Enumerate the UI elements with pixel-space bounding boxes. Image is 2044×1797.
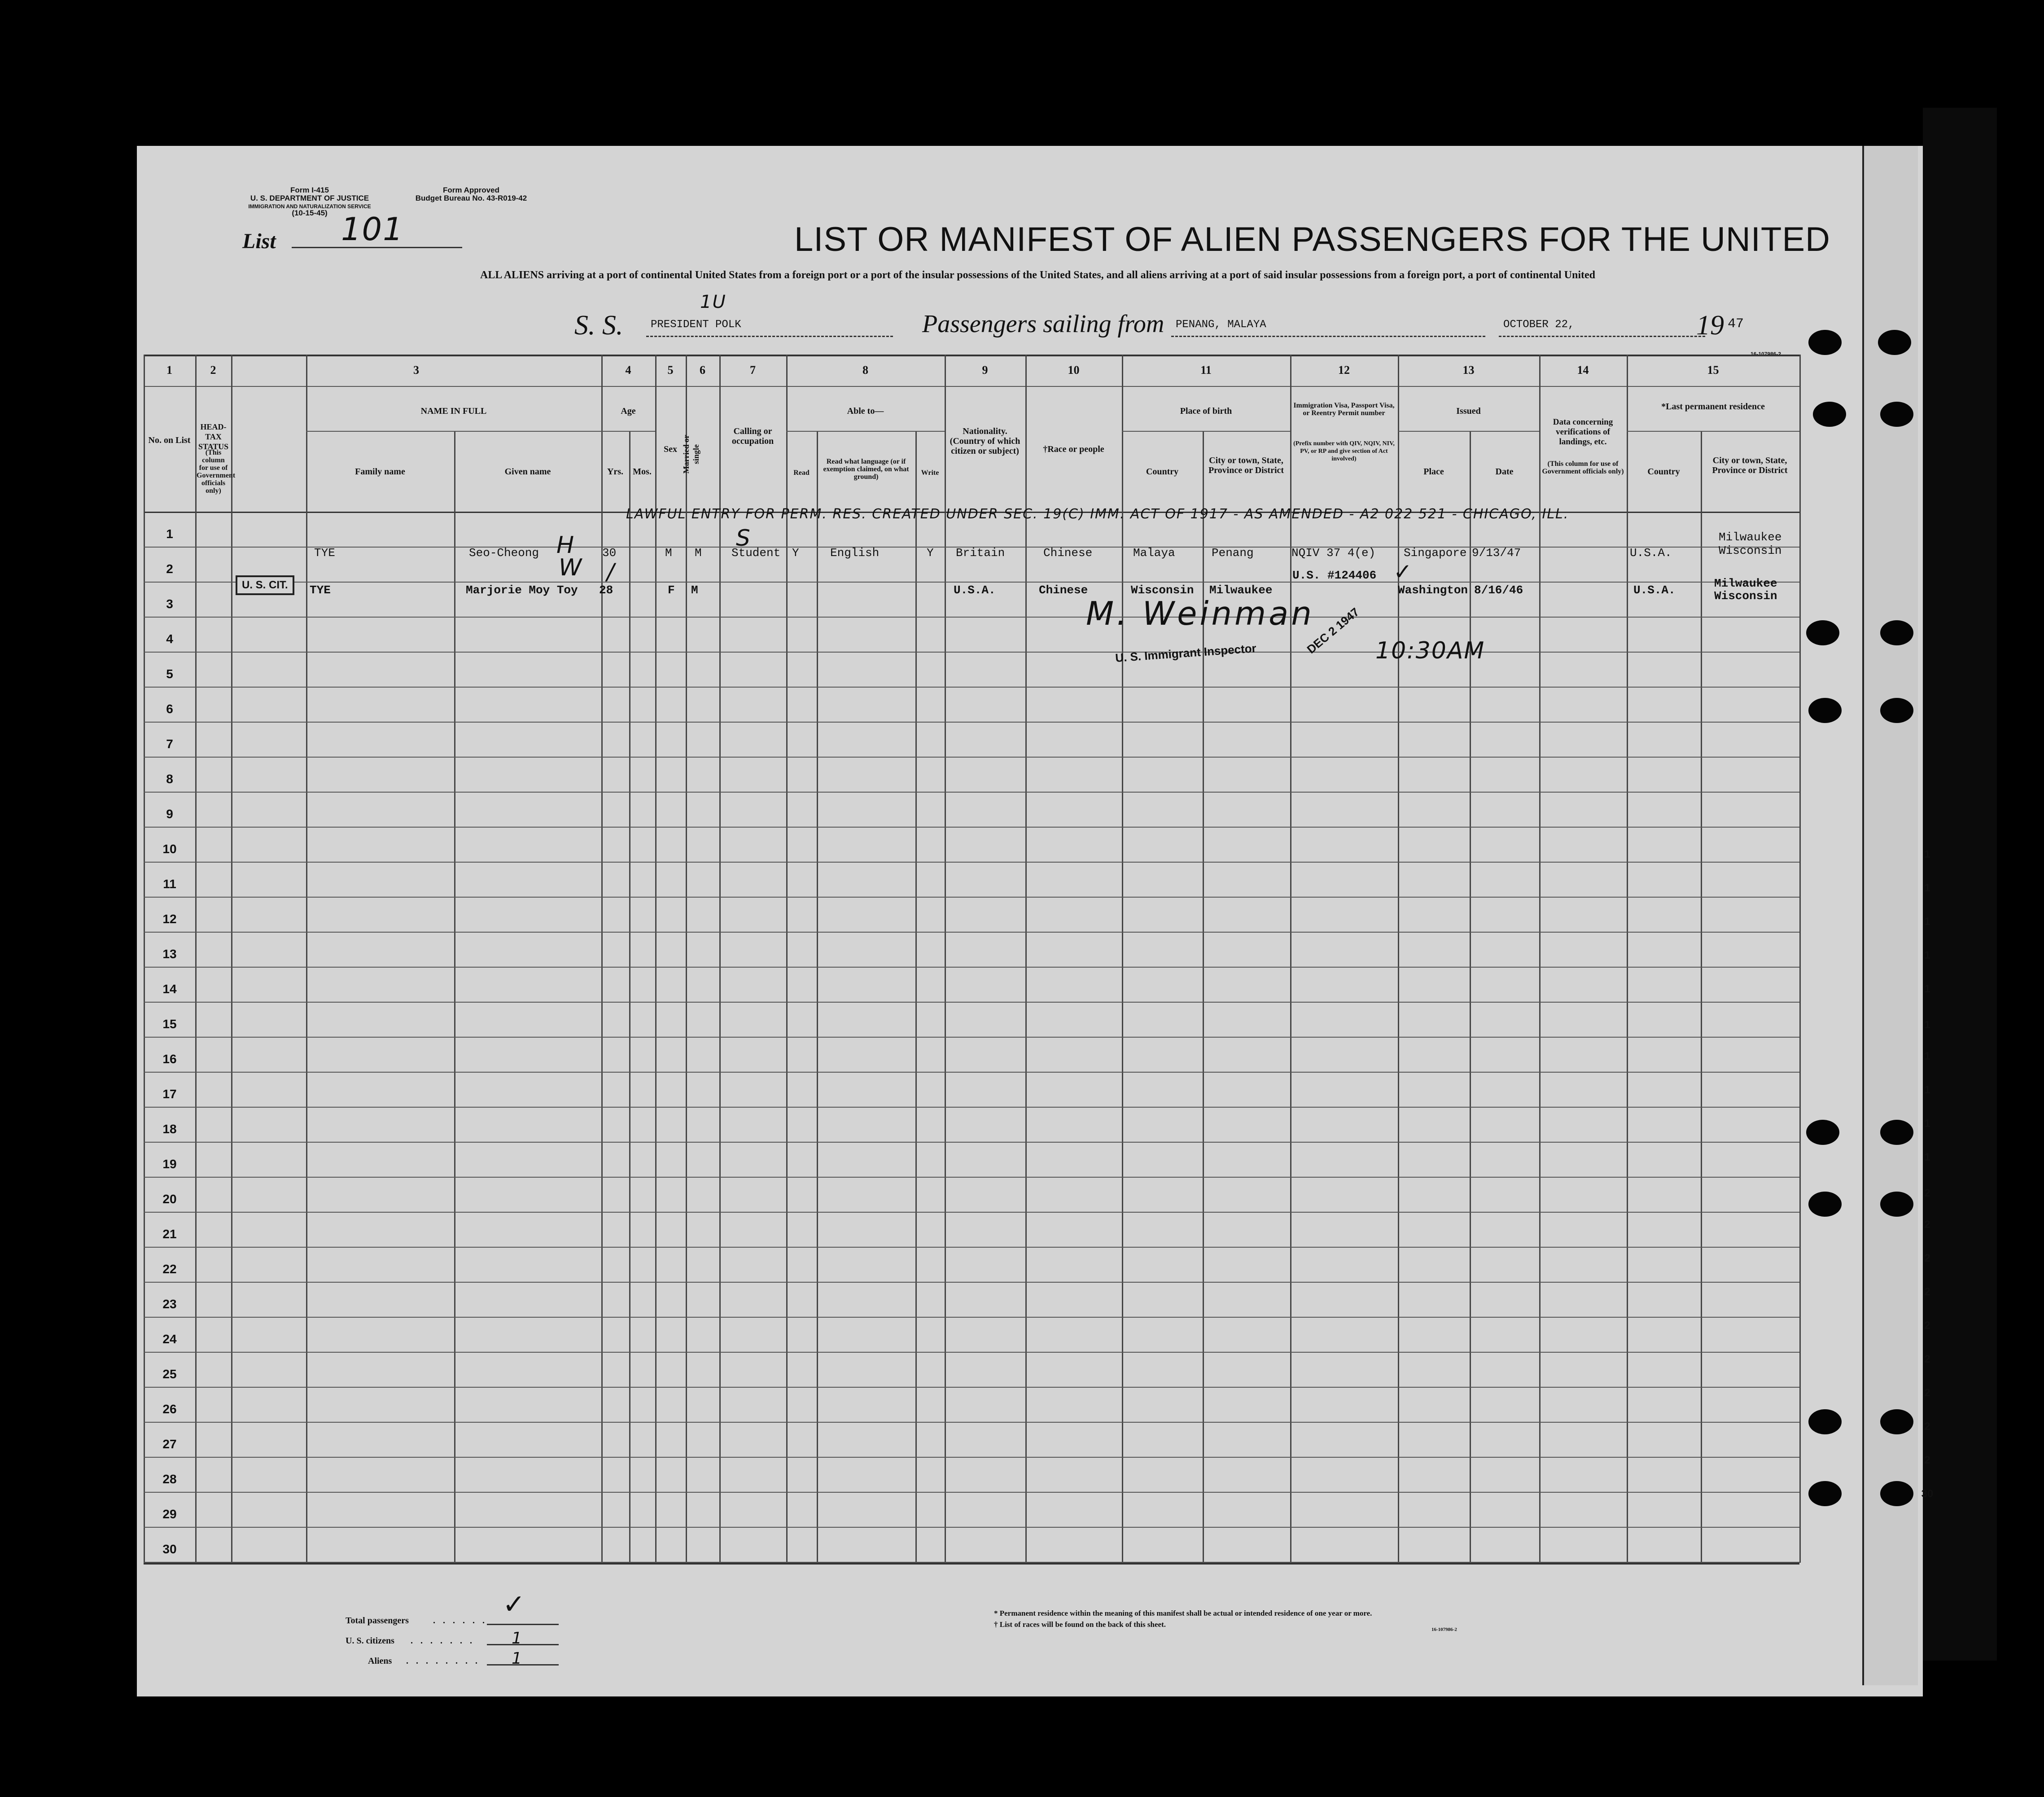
given-name-1: Seo-Cheong <box>469 546 539 560</box>
row-number: 11 <box>163 877 176 891</box>
form-department: U. S. DEPARTMENT OF JUSTICE <box>250 194 369 202</box>
res-subheader-border <box>1627 431 1799 432</box>
punch-hole <box>1880 1120 1913 1145</box>
list-label: List <box>242 229 276 253</box>
row-line <box>144 792 1799 793</box>
birth-city-header: City or town, State, Province or District <box>1208 456 1284 475</box>
age-years-1: 30 <box>602 546 617 560</box>
punch-hole <box>1880 1481 1913 1506</box>
row-number: 15 <box>162 1017 177 1031</box>
able-to-header: Able to— <box>847 406 884 416</box>
column-number: 3 <box>413 364 419 377</box>
visa-note: (Prefix number with QIV, NQIV, NIV, PV, or RP and give section of Act involved) <box>1293 440 1395 462</box>
row-number: 4 <box>166 632 173 646</box>
nationality-header: Nationality. (Country of which citizen or subject) <box>950 426 1020 456</box>
edge-row-number: 2 <box>1924 1454 1930 1466</box>
row-number: 23 <box>162 1297 177 1311</box>
residence-state-1: Wisconsin <box>1719 544 1782 557</box>
row-number: 3 <box>166 597 173 611</box>
row-line <box>144 932 1799 933</box>
col-border <box>1025 355 1027 1563</box>
column-number: 9 <box>982 364 988 377</box>
family-name-header: Family name <box>355 467 405 477</box>
column-number: 12 <box>1338 364 1350 377</box>
dot-leader: . . . . . . . <box>411 1636 475 1646</box>
birth-country-2: Wisconsin <box>1131 583 1194 597</box>
nationality-2: U.S.A. <box>954 583 996 597</box>
row-line <box>144 687 1799 688</box>
race-header: †Race or people <box>1043 444 1104 454</box>
punch-hole <box>1808 1409 1842 1434</box>
edge-row-number: 2 <box>1924 1187 1930 1199</box>
inspector-title: U. S. Immigrant Inspector <box>1115 641 1257 665</box>
manifest-subtitle: ALL ALIENS arriving at a port of continental United States from a foreign port or a port of the insular possessions of the United States, and all aliens arriving at a port of said insular possessions from a foreign port, a port of continental United <box>480 269 1595 281</box>
col-border <box>454 431 455 1563</box>
row-number: 17 <box>162 1087 177 1101</box>
row-number: 16 <box>162 1052 177 1066</box>
last-residence-header: *Last permanent residence <box>1661 402 1765 412</box>
row-number: 14 <box>162 982 177 996</box>
race-1: Chinese <box>1043 546 1093 560</box>
ship-annotation: 1U <box>700 292 727 312</box>
residence-state-2: Wisconsin <box>1714 589 1777 603</box>
footnote-residence: * Permanent residence within the meaning of this manifest shall be actual or intended residence of one year or more. <box>994 1609 1372 1617</box>
col-border <box>195 355 197 1563</box>
write-header: Write <box>921 469 939 477</box>
residence-country-header: Country <box>1647 467 1680 477</box>
issued-date-header: Date <box>1495 467 1514 477</box>
given-name-header: Given name <box>504 467 551 477</box>
col-border <box>786 355 788 1563</box>
residence-city-1: Milwaukee <box>1719 530 1782 544</box>
next-page-edge <box>1862 146 1918 1685</box>
row-number: 18 <box>162 1122 177 1136</box>
col-border <box>655 355 657 1563</box>
punch-hole <box>1880 402 1913 427</box>
row-number: 25 <box>162 1367 177 1381</box>
name-subheader-border <box>306 431 601 432</box>
row-number: 21 <box>162 1227 177 1241</box>
punch-hole <box>1808 1481 1842 1506</box>
sex-2: F <box>668 583 675 597</box>
row-line <box>144 1492 1799 1493</box>
col-border <box>817 431 818 1563</box>
row-line <box>144 897 1799 898</box>
col-border <box>1122 355 1123 1563</box>
place-of-birth-header: Place of birth <box>1180 406 1232 416</box>
head-tax-header: HEAD-TAX STATUS <box>198 422 229 451</box>
top-form-code: 16-107986-2 <box>1750 351 1781 357</box>
marital-status-1: M <box>695 546 702 560</box>
col-border <box>601 355 603 1563</box>
col-border <box>1470 431 1471 1563</box>
row-line <box>144 1002 1799 1003</box>
col-border <box>945 355 946 1563</box>
edge-row-number: 1 <box>1924 882 1930 894</box>
given-name-2: Marjorie Moy Toy <box>466 583 578 597</box>
col-border <box>719 355 721 1563</box>
column-number: 11 <box>1200 364 1212 377</box>
col-border <box>1539 355 1541 1563</box>
dot-leader: . . . . . . . . <box>406 1656 480 1666</box>
edge-row-number: 2 <box>1924 1286 1930 1298</box>
punch-hole <box>1808 698 1842 723</box>
family-name-1: TYE <box>314 546 335 560</box>
column-number: 2 <box>210 364 216 377</box>
punch-hole <box>1880 698 1913 723</box>
edge-row-number: 1 <box>1924 1151 1930 1163</box>
column-number: 13 <box>1462 364 1475 377</box>
occupation-header: Calling or occupation <box>731 426 774 446</box>
residence-city-2: Milwaukee <box>1714 577 1777 590</box>
issued-place-1: Singapore <box>1404 546 1467 560</box>
read-header: Read <box>793 469 810 477</box>
col-border <box>629 431 630 1563</box>
relation-mark-1: H <box>556 532 575 559</box>
years-header: Yrs. <box>607 467 624 477</box>
birth-country-header: Country <box>1146 467 1179 477</box>
residence-country-2: U.S.A. <box>1633 583 1676 597</box>
form-service: IMMIGRATION AND NATURALIZATION SERVICE <box>248 203 371 210</box>
row-line <box>144 722 1799 723</box>
age-years-2: 28 <box>599 583 613 597</box>
birth-subheader-border <box>1122 431 1290 432</box>
visa-header: Immigration Visa, Passport Visa, or Reentry Permit number <box>1293 402 1395 417</box>
punch-hole <box>1878 330 1911 355</box>
punch-hole <box>1806 1120 1839 1145</box>
manifest-table <box>144 355 1799 1566</box>
row-line <box>144 827 1799 828</box>
row-line <box>144 1142 1799 1143</box>
visa-2: U.S. #124406 <box>1292 569 1377 582</box>
us-citizens-label: U. S. citizens <box>346 1636 394 1646</box>
nationality-1: Britain <box>956 546 1005 560</box>
total-line <box>487 1624 559 1625</box>
row-number: 5 <box>166 667 173 681</box>
row-line <box>144 1072 1799 1073</box>
column-number: 4 <box>625 364 631 377</box>
edge-row-number: 1 <box>1924 1084 1930 1096</box>
row-number: 2 <box>166 562 173 576</box>
inspection-date-stamp: DEC 2 1947 <box>1304 605 1362 657</box>
form-date: (10-15-45) <box>292 209 328 217</box>
column-number: 1 <box>166 364 172 377</box>
issued-place-header: Place <box>1423 467 1444 477</box>
column-number: 5 <box>667 364 674 377</box>
row-line <box>144 1037 1799 1038</box>
birth-country-1: Malaya <box>1133 546 1175 560</box>
row-number: 1 <box>166 527 173 541</box>
visa-1: NQIV 37 4(e) <box>1291 546 1376 560</box>
budget-number: Budget Bureau No. 43-R019-42 <box>415 194 527 202</box>
column-number: 15 <box>1707 364 1719 377</box>
port-underline <box>1171 336 1485 337</box>
issued-subheader-border <box>1398 431 1539 432</box>
edge-row-number: 2 <box>1924 1353 1930 1365</box>
form-approved: Form Approved <box>443 186 499 194</box>
read-language-header: Read what language (or if exemption claimed, on what ground) <box>823 458 909 481</box>
col-border <box>231 355 232 1563</box>
footnote-races: † List of races will be found on the back of this sheet. <box>994 1620 1166 1629</box>
row-line <box>144 582 1799 583</box>
issued-place-2: Washington <box>1398 583 1468 597</box>
row-line <box>144 1317 1799 1318</box>
table-top-border <box>144 355 1799 356</box>
col-border <box>1398 355 1399 1563</box>
aliens-value: 1 <box>512 1649 523 1668</box>
occupation-1: Student <box>731 546 781 560</box>
age-header: Age <box>621 406 636 416</box>
total-passengers-value: ✓ <box>503 1589 526 1620</box>
manifest-title: LIST OR MANIFEST OF ALIEN PASSENGERS FOR THE UNITED <box>794 220 1830 259</box>
row-number: 24 <box>162 1332 177 1346</box>
year-suffix: 47 <box>1728 316 1744 332</box>
data-landings-note: (This column for use of Government officials only) <box>1542 460 1624 475</box>
residence-country-1: U.S.A. <box>1630 546 1672 560</box>
row-number: 30 <box>162 1542 177 1556</box>
able-subheader-border <box>786 431 945 432</box>
row-number: 7 <box>166 737 173 751</box>
row-number: 22 <box>162 1262 177 1276</box>
passengers-sailing-label: Passengers sailing from <box>922 310 1164 338</box>
edge-row-number: 2 <box>1924 1218 1930 1231</box>
row-line <box>144 757 1799 758</box>
col-border <box>1290 355 1291 1563</box>
inspection-time: 10:30AM <box>1375 637 1485 664</box>
punch-hole <box>1806 620 1839 645</box>
col-border <box>144 355 145 1563</box>
edge-row-number: 1 <box>1924 848 1930 860</box>
age-subheader-border <box>601 431 655 432</box>
edge-row-number: 2 <box>1924 1387 1930 1399</box>
year-prefix: 19 <box>1696 310 1724 341</box>
row-number: 27 <box>162 1437 177 1451</box>
edge-row-number: 1 <box>1924 1019 1930 1031</box>
row-line <box>144 1387 1799 1388</box>
ship-name: PRESIDENT POLK <box>651 319 741 331</box>
lawful-entry-annotation: LAWFUL ENTRY FOR PERM. RES. CREATED UNDER SEC. 19(C) IMM. ACT OF 1917 - AS AMENDED - A2 022 521 - CHICAGO, ILL. <box>626 506 1569 522</box>
citizens-line <box>487 1644 559 1645</box>
row-number: 29 <box>162 1507 177 1521</box>
marital-status-2: M <box>691 583 698 597</box>
data-landings-header: Data concerning verifications of landings, etc. <box>1553 417 1613 447</box>
row-number: 6 <box>166 702 173 716</box>
residence-city-header: City or town, State, Province or District <box>1712 456 1788 475</box>
total-passengers-label: Total passengers <box>346 1616 409 1626</box>
no-on-list-header: No. on List <box>148 435 191 445</box>
row-line <box>144 862 1799 863</box>
read-1: Y <box>792 546 799 560</box>
issued-date-1: 9/13/47 <box>1472 546 1521 560</box>
edge-row-number: 30 <box>1921 1488 1934 1500</box>
ship-underline <box>646 336 893 337</box>
row-number: 20 <box>162 1192 177 1206</box>
edge-row-number: 2 <box>1924 1252 1930 1264</box>
row-line <box>144 1177 1799 1178</box>
row-line <box>144 1352 1799 1353</box>
punch-hole <box>1808 330 1842 355</box>
aliens-line <box>487 1664 559 1666</box>
col-border <box>915 431 917 1563</box>
months-header: Mos. <box>633 467 652 477</box>
row-line <box>144 1247 1799 1248</box>
punch-hole <box>1880 1192 1913 1217</box>
row-line <box>144 1107 1799 1108</box>
row-line <box>144 1422 1799 1423</box>
list-number: 101 <box>341 211 404 248</box>
col-border <box>1627 355 1628 1563</box>
row-number: 10 <box>162 842 177 856</box>
punch-hole <box>1813 402 1846 427</box>
check-mark: / <box>607 559 615 585</box>
edge-row-number: 2 <box>1924 1319 1930 1332</box>
row-line <box>144 617 1799 618</box>
edge-row-number: 1 <box>1924 1118 1930 1130</box>
date-underline <box>1499 336 1705 337</box>
birth-city-2: Milwaukee <box>1209 583 1273 597</box>
column-number: 7 <box>750 364 756 377</box>
name-in-full-header: NAME IN FULL <box>420 406 487 416</box>
punch-hole <box>1880 1409 1913 1434</box>
issued-date-2: 8/16/46 <box>1474 583 1523 597</box>
row-number: 13 <box>162 947 177 961</box>
language-1: English <box>830 546 880 560</box>
row-line <box>144 1562 1799 1563</box>
punch-hole <box>1880 620 1913 645</box>
race-2: Chinese <box>1039 583 1088 597</box>
col-border <box>686 355 687 1563</box>
sex-header: Sex <box>664 444 677 454</box>
edge-row-number: 2 <box>1924 1420 1930 1433</box>
footer-form-code: 16-107986-2 <box>1431 1627 1457 1632</box>
us-citizen-stamp: U. S. CIT. <box>236 575 294 595</box>
us-citizens-value: 1 <box>512 1629 523 1648</box>
row-number: 9 <box>166 807 173 821</box>
family-name-2: TYE <box>310 583 331 597</box>
row-number: 8 <box>166 772 173 786</box>
row-number: 26 <box>162 1402 177 1416</box>
row-line <box>144 1527 1799 1528</box>
married-header: Married or single <box>682 434 700 474</box>
aliens-label: Aliens <box>368 1656 392 1666</box>
column-number: 14 <box>1577 364 1589 377</box>
edge-row-number: 1 <box>1924 983 1930 995</box>
row-number: 12 <box>162 912 177 926</box>
row-line <box>144 967 1799 968</box>
row-number: 28 <box>162 1472 177 1486</box>
punch-hole <box>1808 1192 1842 1217</box>
relation-mark-2: W <box>559 554 583 581</box>
occupation-mark-1: S <box>736 525 751 551</box>
column-number: 8 <box>862 364 868 377</box>
row-line <box>144 1457 1799 1458</box>
sailing-date: OCTOBER 22, <box>1503 319 1575 331</box>
col-border <box>1799 355 1801 1563</box>
row-number: 19 <box>162 1157 177 1171</box>
birth-city-1: Penang <box>1212 546 1254 560</box>
colnum-row-border <box>144 386 1799 387</box>
column-number: 6 <box>700 364 705 377</box>
column-number: 10 <box>1068 364 1080 377</box>
form-number: Form I-415 <box>290 186 329 194</box>
col-border <box>1701 431 1702 1563</box>
col-border <box>306 355 307 1563</box>
check-mark: ✓ <box>1393 559 1413 585</box>
row-line <box>144 1282 1799 1283</box>
ss-label: S. S. <box>574 310 623 341</box>
head-tax-note: (This column for use of Government officials only) <box>197 449 236 495</box>
dot-leader: . . . . . . <box>433 1616 487 1626</box>
write-1: Y <box>927 546 934 560</box>
edge-row-number: 1 <box>1924 949 1930 961</box>
sex-1: M <box>665 546 672 560</box>
edge-row-number: 1 <box>1924 1050 1930 1062</box>
table-bottom-border <box>144 1563 1799 1565</box>
inspector-signature: M. Weinman <box>1086 595 1314 632</box>
port-name: PENANG, MALAYA <box>1176 319 1266 331</box>
edge-row-number: 1 <box>1924 916 1930 928</box>
row-line <box>144 1212 1799 1213</box>
row-line <box>144 652 1799 653</box>
issued-header: Issued <box>1456 406 1481 416</box>
